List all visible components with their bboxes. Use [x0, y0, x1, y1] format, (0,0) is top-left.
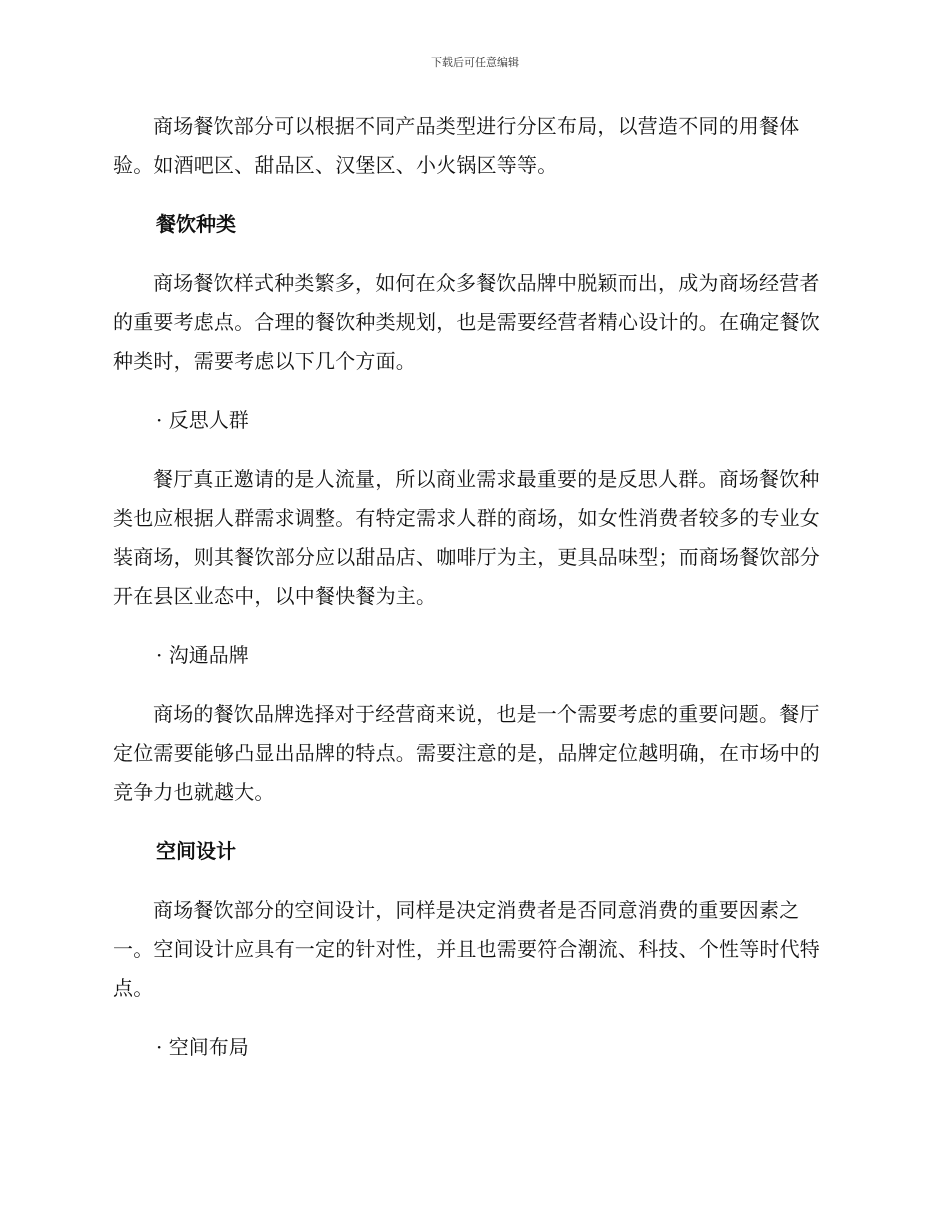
paragraph-zoning: 商场餐饮部分可以根据不同产品类型进行分区布局，以营造不同的用餐体验。如酒吧区、甜品区、汉堡区、小火锅区等等。: [113, 114, 800, 177]
bullet-brand: · 沟通品牌: [156, 643, 249, 667]
spacer: [113, 675, 831, 695]
spacer: [113, 616, 831, 636]
document-body: [113, 107, 831, 1067]
paragraph-catering-types: 商场餐饮样式种类繁多，如何在众多餐饮品牌中脱颖而出，成为商场经营者的重要考虑点。合理的餐饮种类规划，也是需要经营者精心设计的。在确定餐饮种类时，需要考虑以下几个方面。: [113, 271, 820, 373]
heading-catering-types: 餐饮种类: [156, 212, 236, 236]
bullet-space-layout: · 空间布局: [156, 1035, 249, 1059]
spacer: [113, 812, 831, 832]
spacer: [113, 871, 831, 891]
paragraph-brand: 商场的餐饮品牌选择对于经营商来说，也是一个需要考虑的重要问题。餐厅定位需要能够凸显出品牌的特点。需要注意的是，品牌定位越明确，在市场中的竞争力也就越大。: [113, 702, 820, 804]
spacer: [113, 185, 831, 205]
spacer: [113, 244, 831, 264]
page-header: 下载后可任意编辑: [431, 56, 519, 69]
heading-space-design: 空间设计: [156, 839, 236, 863]
spacer: [113, 440, 831, 460]
spacer: [113, 381, 831, 401]
bullet-reflect-crowd: · 反思人群: [156, 408, 249, 432]
paragraph-crowd: 餐厅真正邀请的是人流量，所以商业需求最重要的是反思人群。商场餐饮种类也应根据人群需求调整。有特定需求人群的商场，如女性消费者较多的专业女装商场，则其餐饮部分应以甜品店、咖啡厅为主，更具品味型；而商场餐饮部分开在县区业态中，以中餐快餐为主。: [113, 467, 820, 608]
paragraph-space-design: 商场餐饮部分的空间设计，同样是决定消费者是否同意消费的重要因素之一。空间设计应具有一定的针对性，并且也需要符合潮流、科技、个性等时代特点。: [113, 898, 820, 1000]
spacer: [113, 1008, 831, 1028]
